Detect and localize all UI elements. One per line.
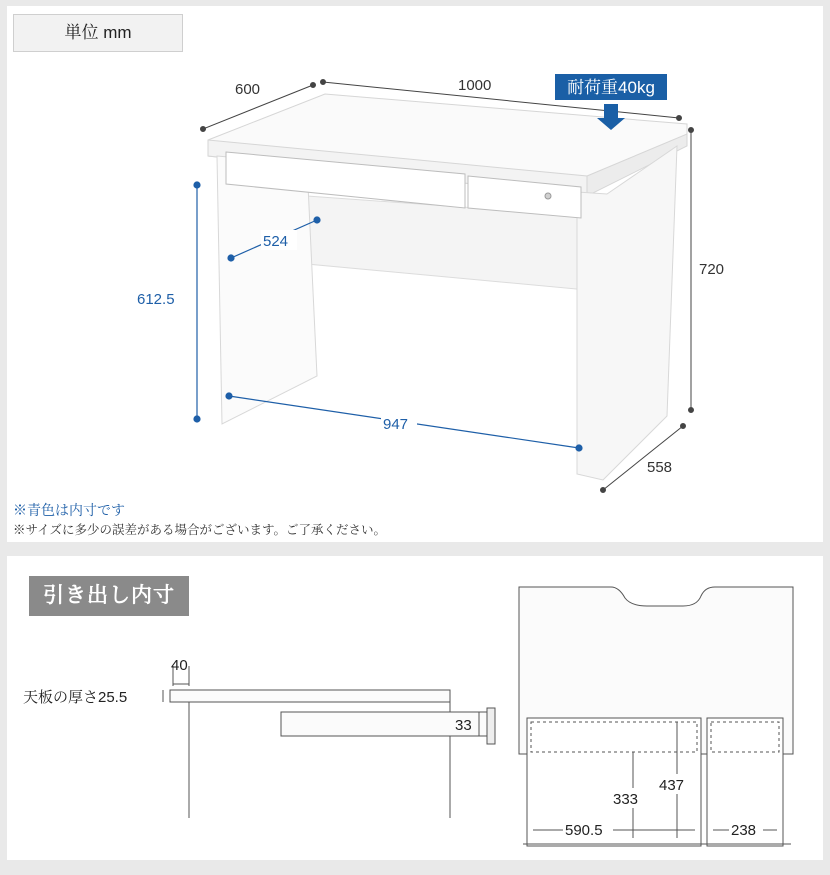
dim-width: 1000	[458, 77, 492, 94]
dim-590-label: 590.5	[565, 822, 603, 839]
desk-left-leg	[217, 156, 317, 424]
drawer-lock-icon	[545, 193, 551, 199]
drawer-diagrams	[7, 556, 823, 860]
dim-437-label: 437	[659, 777, 685, 794]
dim-inner-width: 947	[383, 416, 409, 433]
dim-endpoint	[689, 128, 694, 133]
dim-endpoint	[314, 217, 320, 223]
drawer-front-section	[487, 708, 495, 744]
top-board-section	[170, 690, 450, 702]
drawer-section-title: 引き出し内寸	[29, 576, 189, 616]
dim-endpoint	[201, 127, 206, 132]
dim-inner-height: 612.5	[137, 291, 175, 308]
dim-33-label: 33	[455, 717, 472, 734]
desk-dimension-panel	[7, 6, 823, 542]
dim-height: 720	[699, 261, 725, 278]
dim-endpoint	[194, 182, 200, 188]
dim-238-label: 238	[731, 822, 757, 839]
dim-endpoint	[321, 80, 326, 85]
dim-endpoint	[228, 255, 234, 261]
dim-endpoint	[689, 408, 694, 413]
desk-illustration	[7, 6, 823, 542]
dim-endpoint	[677, 116, 682, 121]
dim-endpoint	[601, 488, 606, 493]
dim-foot-depth: 558	[647, 459, 673, 476]
dim-inner-depth: 524	[263, 233, 289, 250]
dim-333-label: 333	[613, 791, 639, 808]
top-thickness-label: 天板の厚さ25.5	[23, 689, 128, 706]
dim-depth: 600	[235, 81, 261, 98]
inner-dimension-note: ※青色は内寸です	[13, 502, 125, 518]
desk-right-leg	[577, 146, 677, 480]
unit-label: 単位 mm	[13, 14, 183, 52]
dim-endpoint	[576, 445, 582, 451]
load-badge-text: 耐荷重40kg	[567, 78, 655, 97]
drawer-dimension-panel	[7, 556, 823, 860]
dim-endpoint	[681, 424, 686, 429]
dim-endpoint	[226, 393, 232, 399]
dim-endpoint	[194, 416, 200, 422]
dim-endpoint	[311, 83, 316, 88]
dim-40-label: 40	[171, 657, 188, 674]
size-error-note: ※サイズに多少の誤差がある場合がございます。ご了承ください。	[13, 523, 387, 537]
